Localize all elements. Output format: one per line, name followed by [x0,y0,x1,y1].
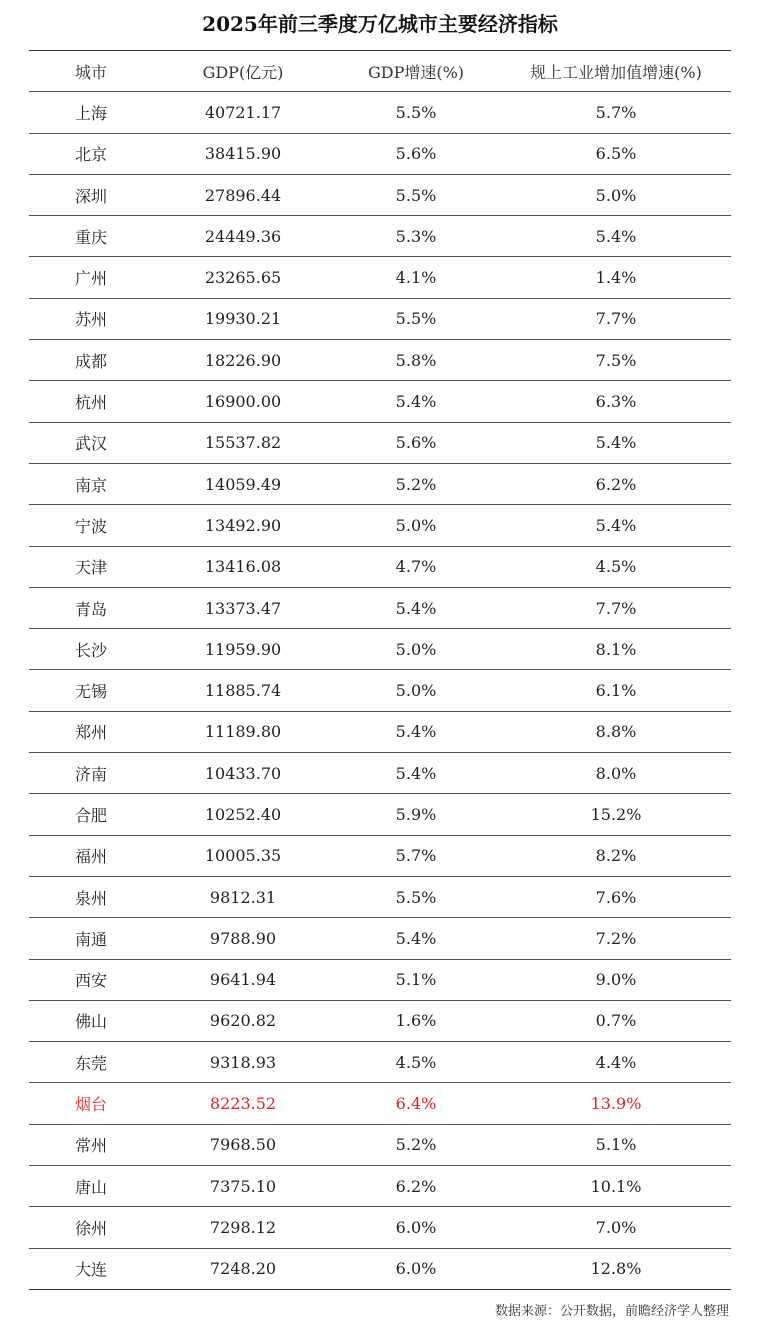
cell-gdp-growth: 5.0% [331,505,501,546]
table-row [29,340,731,381]
cell-city: 天津 [29,546,155,587]
cell-gdp: 10252.40 [155,794,331,835]
cell-gdp: 7248.20 [155,1248,331,1289]
cell-city: 唐山 [29,1166,155,1207]
cell-industrial-growth: 7.5% [501,340,731,381]
cell-city: 上海 [29,92,155,133]
table-row [29,918,731,959]
cell-industrial-growth: 7.0% [501,1207,731,1248]
header-row [29,51,731,92]
cell-industrial-growth: 4.4% [501,1042,731,1083]
cell-gdp-growth: 5.3% [331,216,501,257]
table-row [29,298,731,339]
cell-city: 长沙 [29,629,155,670]
cell-industrial-growth: 5.7% [501,92,731,133]
table-row [29,794,731,835]
cell-gdp: 18226.90 [155,340,331,381]
table-row [29,876,731,917]
cell-city: 徐州 [29,1207,155,1248]
cell-industrial-growth: 13.9% [501,1083,731,1124]
table-row [29,257,731,298]
cell-industrial-growth: 6.3% [501,381,731,422]
table-row [29,1248,731,1289]
cell-gdp-growth: 5.2% [331,463,501,504]
cell-gdp: 9788.90 [155,918,331,959]
cell-city: 广州 [29,257,155,298]
table-row [29,1000,731,1041]
cell-gdp-growth: 5.9% [331,794,501,835]
cell-city: 泉州 [29,876,155,917]
cell-gdp: 7968.50 [155,1124,331,1165]
table-row [29,216,731,257]
cell-gdp: 9620.82 [155,1000,331,1041]
cell-industrial-growth: 8.8% [501,711,731,752]
cell-gdp-growth: 4.1% [331,257,501,298]
cell-gdp-growth: 5.0% [331,629,501,670]
cell-gdp: 38415.90 [155,133,331,174]
cell-city: 东莞 [29,1042,155,1083]
cell-gdp-growth: 5.5% [331,174,501,215]
cell-gdp: 15537.82 [155,422,331,463]
table-row [29,587,731,628]
table-row [29,1124,731,1165]
cell-gdp: 13416.08 [155,546,331,587]
cell-city: 福州 [29,835,155,876]
cell-city: 郑州 [29,711,155,752]
cell-gdp: 9318.93 [155,1042,331,1083]
cell-gdp: 7375.10 [155,1166,331,1207]
table-row [29,133,731,174]
cell-gdp: 13492.90 [155,505,331,546]
table-body [29,92,731,1290]
table-header [29,51,731,92]
cell-gdp-growth: 5.0% [331,670,501,711]
cell-gdp: 11885.74 [155,670,331,711]
cell-city: 北京 [29,133,155,174]
cell-gdp: 11189.80 [155,711,331,752]
cell-gdp-growth: 6.0% [331,1207,501,1248]
cell-gdp: 10433.70 [155,753,331,794]
cell-city: 重庆 [29,216,155,257]
cell-industrial-growth: 6.5% [501,133,731,174]
cell-gdp-growth: 5.6% [331,133,501,174]
table-row [29,1207,731,1248]
cell-industrial-growth: 5.4% [501,505,731,546]
cell-gdp-growth: 5.4% [331,918,501,959]
cell-gdp: 8223.52 [155,1083,331,1124]
cell-gdp-growth: 5.6% [331,422,501,463]
table-row [29,174,731,215]
cell-gdp: 27896.44 [155,174,331,215]
cell-city: 烟台 [29,1083,155,1124]
cell-industrial-growth: 15.2% [501,794,731,835]
table-row [29,546,731,587]
cell-gdp-growth: 5.7% [331,835,501,876]
cell-gdp-growth: 4.7% [331,546,501,587]
cell-city: 成都 [29,340,155,381]
header-gdp: GDP(亿元) [155,51,331,92]
cell-city: 常州 [29,1124,155,1165]
cell-industrial-growth: 7.7% [501,587,731,628]
cell-city: 深圳 [29,174,155,215]
cell-gdp: 7298.12 [155,1207,331,1248]
cell-gdp: 14059.49 [155,463,331,504]
table-row [29,1042,731,1083]
cell-city: 无锡 [29,670,155,711]
cell-industrial-growth: 0.7% [501,1000,731,1041]
cell-gdp-growth: 5.4% [331,381,501,422]
cell-gdp-growth: 5.8% [331,340,501,381]
cell-city: 青岛 [29,587,155,628]
header-industrial-growth: 规上工业增加值增速(%) [501,51,731,92]
cell-city: 武汉 [29,422,155,463]
cell-industrial-growth: 1.4% [501,257,731,298]
cell-gdp: 23265.65 [155,257,331,298]
cell-gdp: 9641.94 [155,959,331,1000]
cell-industrial-growth: 5.4% [501,216,731,257]
cell-industrial-growth: 8.2% [501,835,731,876]
table-row [29,753,731,794]
table-row [29,381,731,422]
cell-gdp-growth: 1.6% [331,1000,501,1041]
cell-gdp: 19930.21 [155,298,331,339]
table-row [29,92,731,133]
cell-industrial-growth: 4.5% [501,546,731,587]
cell-industrial-growth: 7.6% [501,876,731,917]
cell-industrial-growth: 5.1% [501,1124,731,1165]
table-row [29,1083,731,1124]
cell-industrial-growth: 8.0% [501,753,731,794]
table-row [29,670,731,711]
table-row [29,959,731,1000]
table-row [29,422,731,463]
cell-gdp-growth: 6.2% [331,1166,501,1207]
table-row [29,463,731,504]
cell-industrial-growth: 12.8% [501,1248,731,1289]
cell-city: 济南 [29,753,155,794]
cell-industrial-growth: 8.1% [501,629,731,670]
table-row [29,711,731,752]
cell-city: 苏州 [29,298,155,339]
cell-gdp: 9812.31 [155,876,331,917]
cell-city: 大连 [29,1248,155,1289]
cell-industrial-growth: 7.2% [501,918,731,959]
data-table [29,50,731,1290]
table-row [29,1166,731,1207]
cell-gdp-growth: 6.0% [331,1248,501,1289]
cell-city: 佛山 [29,1000,155,1041]
cell-gdp-growth: 5.4% [331,711,501,752]
header-city: 城市 [29,51,155,92]
cell-gdp-growth: 6.4% [331,1083,501,1124]
cell-gdp-growth: 4.5% [331,1042,501,1083]
cell-gdp-growth: 5.5% [331,298,501,339]
table-row [29,629,731,670]
table-row [29,835,731,876]
cell-city: 南通 [29,918,155,959]
cell-industrial-growth: 5.0% [501,174,731,215]
cell-industrial-growth: 5.4% [501,422,731,463]
cell-industrial-growth: 7.7% [501,298,731,339]
cell-city: 杭州 [29,381,155,422]
cell-city: 宁波 [29,505,155,546]
cell-industrial-growth: 6.1% [501,670,731,711]
cell-gdp-growth: 5.5% [331,876,501,917]
cell-industrial-growth: 9.0% [501,959,731,1000]
cell-city: 南京 [29,463,155,504]
source-note: 数据来源：公开数据，前瞻经济学人整理 [494,1304,729,1319]
page-title: 2025年前三季度万亿城市主要经济指标 [202,12,558,36]
cell-gdp: 10005.35 [155,835,331,876]
cell-gdp-growth: 5.1% [331,959,501,1000]
cell-gdp-growth: 5.5% [331,92,501,133]
cell-gdp-growth: 5.4% [331,587,501,628]
header-gdp-growth: GDP增速(%) [331,51,501,92]
cell-gdp: 40721.17 [155,92,331,133]
cell-industrial-growth: 6.2% [501,463,731,504]
cell-gdp: 13373.47 [155,587,331,628]
cell-gdp-growth: 5.4% [331,753,501,794]
cell-gdp-growth: 5.2% [331,1124,501,1165]
cell-city: 西安 [29,959,155,1000]
cell-gdp: 24449.36 [155,216,331,257]
cell-gdp: 11959.90 [155,629,331,670]
cell-gdp: 16900.00 [155,381,331,422]
cell-city: 合肥 [29,794,155,835]
cell-industrial-growth: 10.1% [501,1166,731,1207]
table-row [29,505,731,546]
